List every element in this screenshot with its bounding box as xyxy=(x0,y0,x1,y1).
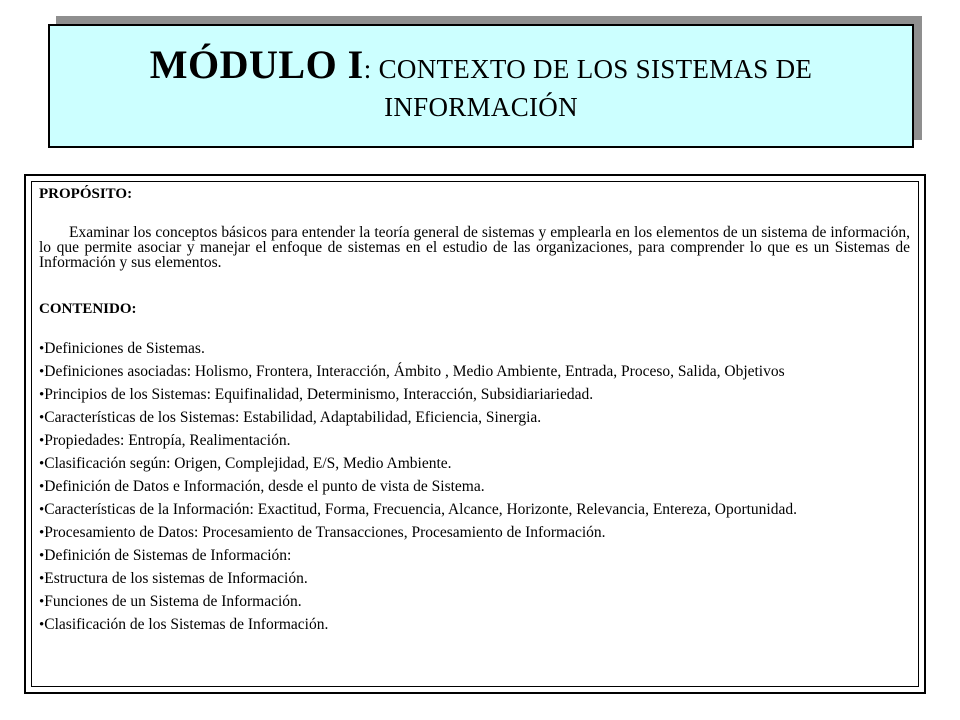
bullet-icon: • xyxy=(39,433,45,449)
list-item-text: Propiedades: Entropía, Realimentación. xyxy=(44,432,291,449)
module-label: MÓDULO I xyxy=(149,42,364,87)
content-heading: CONTENIDO: xyxy=(39,301,137,317)
content-list xyxy=(39,341,910,633)
bullet-icon: • xyxy=(39,525,45,541)
title-banner xyxy=(48,24,914,148)
bullet-icon: • xyxy=(39,410,45,426)
list-item-text: Definiciones asociadas: Holismo, Frontera, Interacción, Ámbito , Medio Ambiente, Entrada, Proceso, Salida, Objetivos xyxy=(44,363,785,380)
bullet-icon: • xyxy=(39,364,45,380)
bullet-icon: • xyxy=(39,387,45,403)
bullet-icon: • xyxy=(39,341,45,357)
bullet-icon: • xyxy=(39,617,45,633)
bullet-icon: • xyxy=(39,594,45,610)
list-item xyxy=(39,456,910,472)
content-panel-inner xyxy=(31,181,919,687)
list-item-text: Funciones de un Sistema de Información. xyxy=(44,593,302,610)
purpose-text: Examinar los conceptos básicos para entender la teoría general de sistemas y emplearla en los elementos de un sistema de información, lo que permite asociar y manejar el enfoque de sistemas en el estudio de las organizaciones, para comprender lo que es un Sistemas de Información y sus elementos. xyxy=(39,224,910,271)
list-item-text: Definición de Sistemas de Información: xyxy=(44,547,292,564)
list-item xyxy=(39,387,910,403)
list-item-text: Clasificación de los Sistemas de Información. xyxy=(44,616,329,633)
purpose-heading: PROPÓSITO: xyxy=(39,186,133,202)
list-item xyxy=(39,364,910,380)
list-item xyxy=(39,571,910,587)
list-item-text: Estructura de los sistemas de Información. xyxy=(44,570,308,587)
list-item xyxy=(39,341,910,357)
bullet-icon: • xyxy=(39,456,45,472)
content-panel xyxy=(24,174,926,694)
bullet-icon: • xyxy=(39,548,45,564)
list-item xyxy=(39,617,910,633)
bullet-icon: • xyxy=(39,571,45,587)
list-item-text: Procesamiento de Datos: Procesamiento de Transacciones, Procesamiento de Información. xyxy=(44,524,606,541)
list-item-text: Características de los Sistemas: Estabilidad, Adaptabilidad, Eficiencia, Sinergia. xyxy=(44,409,542,426)
list-item xyxy=(39,479,910,495)
page-title xyxy=(50,42,912,126)
list-item xyxy=(39,525,910,541)
module-subtitle: CONTEXTO DE LOS SISTEMAS DE INFORMACIÓN xyxy=(378,54,813,122)
title-separator: : xyxy=(363,54,379,84)
list-item-text: Definiciones de Sistemas. xyxy=(44,340,205,357)
list-item xyxy=(39,548,910,564)
list-item-text: Características de la Información: Exactitud, Forma, Frecuencia, Alcance, Horizonte, Relevancia, Entereza, Oportunidad. xyxy=(44,501,797,518)
list-item xyxy=(39,502,910,518)
list-item-text: Clasificación según: Origen, Complejidad, E/S, Medio Ambiente. xyxy=(44,455,452,472)
bullet-icon: • xyxy=(39,479,45,495)
list-item-text: Definición de Datos e Información, desde el punto de vista de Sistema. xyxy=(44,478,485,495)
list-item xyxy=(39,410,910,426)
bullet-icon: • xyxy=(39,502,45,518)
list-item-text: Principios de los Sistemas: Equifinalidad, Determinismo, Interacción, Subsidiariariedad. xyxy=(44,386,594,403)
list-item xyxy=(39,594,910,610)
list-item xyxy=(39,433,910,449)
